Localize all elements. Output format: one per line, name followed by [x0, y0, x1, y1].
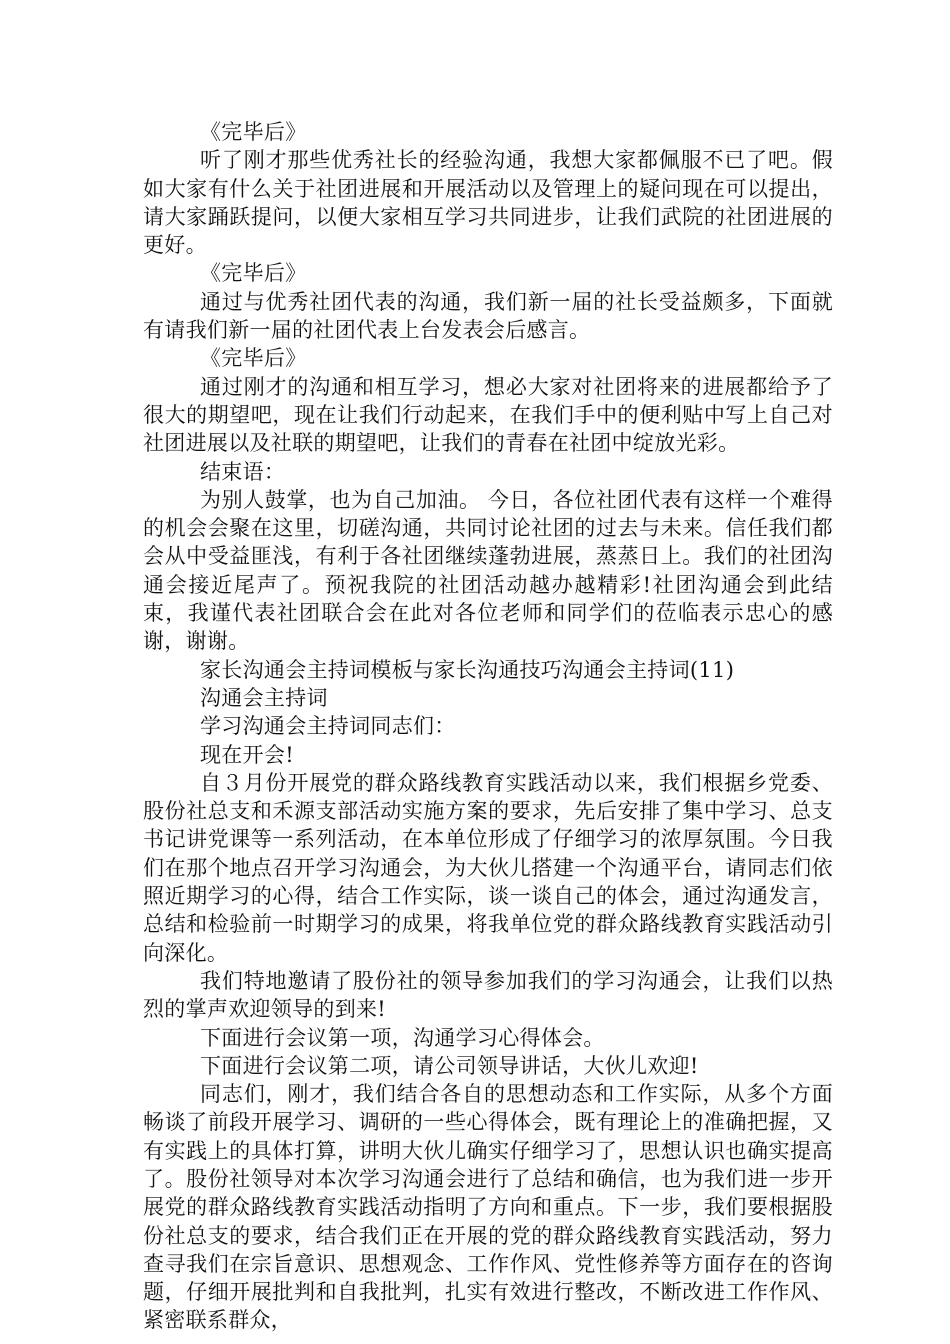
- document-body: [143, 118, 833, 1335]
- paragraph-closing-heading: 结束语：: [200, 459, 286, 484]
- paragraph-agenda-item-1: 下面进行会议第一项，沟通学习心得体会。: [200, 1025, 605, 1050]
- paragraph-closing-remarks: 为别人鼓掌，也为自己加油。 今日，各位社团代表有这样一个难得的机会会聚在这里，切磋沟通，共同讨论社团的过去与未来。信任我们都会从中受益匪浅，有利于各社团继续蓬勃进展，蒸蒸日上。我们的社团沟通会接近尾声了。预祝我院的社团活动越办越精彩!社团沟通会到此结束，我谨代表社团联合会在此对各位老师和同学们的莅临表示忠心的感谢，谢谢。: [143, 487, 833, 654]
- paragraph-background: 自３月份开展党的群众路线教育实践活动以来，我们根据乡党委、股份社总支和禾源支部活动实施方案的要求，先后安排了集中学习、总支书记讲党课等一系列活动，在本单位形成了仔细学习的浓厚氛围。今日我们在那个地点召开学习沟通会，为大伙儿搭建一个沟通平台，请同志们依照近期学习的心得，结合工作实际，谈一谈自己的体会，通过沟通发言，总结和检验前一时期学习的成果，将我单位党的群众路线教育实践活动引向深化。: [143, 770, 833, 965]
- paragraph-summary: 同志们，刚才，我们结合各自的思想动态和工作实际，从多个方面畅谈了前段开展学习、调研的一些心得体会，既有理论上的准确把握，又有实践上的具体打算，讲明大伙儿确实仔细学习了，思想认识也确实提高了。股份社领导对本次学习沟通会进行了总结和确信，也为我们进一步开展党的群众路线教育实践活动指明了方向和重点。下一步，我们要根据股份社总支的要求，结合我们正在开展的党的群众路线教育实践活动，努力查寻我们在宗旨意识、思想观念、工作作风、党性修养等方面存在的咨询题，仔细开展批判和自我批判，扎实有效进行整改，不断改进工作作风、紧密联系群众，: [143, 1082, 833, 1333]
- paragraph-sticky-notes: 通过刚才的沟通和相互学习，想必大家对社团将来的进展都给予了很大的期望吧，现在让我们行动起来，在我们手中的便利贴中写上自己对社团进展以及社联的期望吧，让我们的青春在社团中绽放光彩。: [143, 374, 833, 456]
- paragraph-questions-invitation: 听了刚才那些优秀社长的经验沟通，我想大家都佩服不已了吧。假如大家有什么关于社团进展和开展活动以及管理上的疑问现在可以提出，请大家踊跃提问，以便大家相互学习共同进步，让我们武院的社团进展的更好。: [143, 148, 833, 258]
- paragraph-done-marker-2: 《完毕后》: [200, 261, 307, 286]
- paragraph-subtitle: 沟通会主持词: [200, 685, 328, 710]
- paragraph-welcome-leaders: 我们特地邀请了股份社的领导参加我们的学习沟通会，让我们以热烈的掌声欢迎领导的到来!: [143, 968, 833, 1022]
- paragraph-section-title: 家长沟通会主持词模板与家长沟通技巧沟通会主持词(11): [200, 657, 735, 682]
- paragraph-done-marker-3: 《完毕后》: [200, 346, 307, 371]
- paragraph-greeting: 学习沟通会主持词同志们：: [200, 714, 456, 739]
- paragraph-done-marker-1: 《完毕后》: [200, 120, 307, 144]
- paragraph-new-representatives: 通过与优秀社团代表的沟通，我们新一届的社长受益颇多，下面就有请我们新一届的社团代表上台发表会后感言。: [143, 289, 833, 343]
- paragraph-agenda-item-2: 下面进行会议第二项，请公司领导讲话，大伙儿欢迎!: [200, 1053, 699, 1078]
- paragraph-meeting-open: 现在开会!: [200, 742, 294, 767]
